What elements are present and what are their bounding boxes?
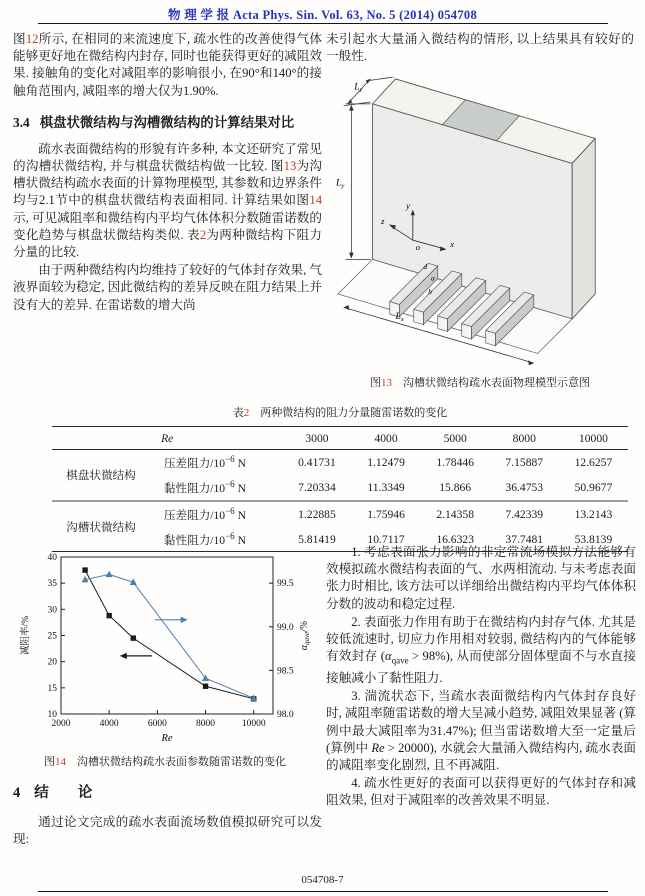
table-value-cell: 7.20334 [298, 480, 336, 494]
plot-frame [61, 557, 273, 714]
section-number: 4 [13, 785, 21, 801]
origin-label: o [415, 242, 420, 253]
table-row [52, 501, 628, 527]
table-value-cell: 7.42339 [490, 501, 559, 527]
text-run: 所示, 在相同的来流速度下, 疏水性的改善使得气体能够更好地在微结构内封存, 同时也能获得更好的减阻效果. 接触角的变化对减阻率的影响很小, 在90°和140°的接触角范围内, 减阻率的增大仅为1.90%. [13, 32, 322, 98]
text-run: −6 [225, 454, 235, 464]
y-right-axis-label: $\alpha_{qave}/\%$ [299, 620, 311, 651]
y-right-tick-label: 99.0 [277, 622, 294, 633]
table-row [52, 450, 628, 475]
y-left-tick-label: 25 [47, 631, 57, 642]
table-header-cell: 4000 [352, 427, 421, 450]
table-value-cell: 0.41731 [298, 455, 336, 469]
text-run: 14 [309, 193, 322, 208]
table-value-cell: 50.9677 [574, 480, 613, 494]
y-left-tick-label: 30 [47, 605, 57, 616]
table-value-cell: 2.14358 [421, 501, 490, 527]
table-header-cell: 8000 [490, 427, 559, 450]
text-run: 表 [232, 407, 244, 419]
paragraph [326, 31, 634, 65]
x-tick-label: 4000 [99, 719, 119, 729]
section-3-4-heading [13, 113, 322, 132]
text-run: qave [391, 655, 409, 666]
wall-right-face [572, 139, 595, 319]
dim-h-label: h [428, 287, 433, 297]
section-number: 3.4 [13, 114, 30, 130]
table-value-cell: 11.3349 [367, 480, 405, 494]
y-left-axis-label: 减阻率/% [21, 615, 31, 656]
finding-4 [326, 775, 636, 809]
x-axis-label: Re [161, 733, 173, 744]
finding-1 [326, 544, 636, 613]
y-left-tick-label: 15 [47, 683, 57, 694]
text-run: 14 [55, 756, 66, 768]
table-value-cell: 53.8139 [574, 532, 613, 546]
right-column-lower [326, 544, 636, 810]
y-right-tick-label: 98.0 [277, 710, 294, 720]
figure-14-caption [15, 755, 315, 769]
table-header-re: Re [52, 427, 282, 450]
text-run: 示, 可见减阻率和微结构内平均气体体积分数随雷诺数的变化趋势与棋盘状微结构类似. 表 [13, 210, 322, 242]
text-run: > 98%), 从而使部分固体壁面不与水直接接触减小了黏性阻力. [326, 649, 636, 685]
table-group-label: 棋盘状微结构 [66, 468, 136, 482]
table-2-block [52, 404, 628, 552]
text-run: N [234, 533, 246, 547]
text-run: 由于两种微结构内均维持了较好的气体封存效果, 气液界面较为稳定, 因此微结构的差异反映在阻力结果上并没有大的差异. 在雷诺数的增大尚 [13, 263, 322, 312]
text-run: 12 [25, 32, 39, 46]
table-header-cell: 3000 [282, 427, 351, 450]
table-value-cell: 5.81419 [298, 532, 336, 546]
x-tick-label: 8000 [196, 719, 216, 729]
figure-14 [15, 549, 315, 769]
x-tick-label: 10000 [241, 719, 266, 729]
table-value-cell: 1.75946 [352, 501, 421, 527]
y-left-tick-label: 10 [47, 710, 57, 720]
text-run: 1. 考虑表面张力影响的非定常流场模拟方法能够有效模拟疏水微结构表面的气、水两相流动. 与未考虑表面张力时相比, 该方法可以详细给出微结构内平均气体体积分数的波动和稳定过程. [326, 545, 636, 611]
y-left-tick-label: 40 [47, 553, 57, 563]
text-run: −6 [225, 478, 235, 489]
table-value-cell: 1.22885 [282, 501, 351, 527]
y-right-tick-label: 98.5 [277, 666, 294, 677]
y-left-tick-label: 35 [47, 579, 57, 590]
text-run: N [234, 456, 246, 470]
table-group-label: 沟槽状微结构 [52, 501, 150, 552]
marker-square [82, 567, 87, 572]
text-run: 两种微结构的阻力分量随雷诺数的变化 [249, 407, 448, 419]
figure-13 [326, 77, 634, 389]
table-header-cell: 10000 [559, 427, 628, 450]
table-value-cell: 12.6257 [574, 455, 613, 469]
dim-d-label: d [423, 262, 428, 272]
table-measure-label [150, 450, 282, 475]
page-number: 054708-7 [301, 874, 344, 886]
label-Lx: $L_x$ [395, 311, 404, 324]
marker-square [131, 635, 136, 640]
text-run: N [234, 508, 246, 522]
text-run: 未引起水大量涌入微结构的情形, 以上结果具有较好的一般性. [326, 32, 634, 64]
y-right-tick-label: 99.5 [277, 579, 294, 590]
text-run: 2 [199, 227, 207, 242]
label-Lz: $L_z$ [354, 81, 363, 94]
annotation-arrowhead [120, 653, 127, 659]
series-line [85, 570, 254, 699]
text-run: 2. 表面张力作用有助于在微结构内封存气体. 尤其是较低流速时, 切应力作用相对较弱, 微结构内的气体能够有效封存 ( [326, 614, 636, 664]
fig14-chart [15, 549, 315, 745]
text-run: N [234, 481, 246, 495]
section-title: 结 论 [34, 785, 93, 801]
table-value-cell: 1.12479 [367, 455, 405, 469]
figure-13-caption [326, 376, 634, 390]
section-4-heading [13, 785, 322, 802]
text-run: α [385, 649, 392, 664]
x-tick-label: 6000 [147, 719, 167, 729]
paragraph [13, 31, 322, 100]
text-run: Re [371, 740, 385, 755]
finding-3 [326, 688, 636, 774]
text-run: 沟槽状微结构疏水表面参数随雷诺数的变化 [66, 756, 286, 768]
text-run: 为沟槽状微结构疏水表面的计算物理模型, 其参数和边界条件均与2.1节中的棋盘状微结构表面相同. 计算结果如图 [13, 159, 322, 208]
label-Ly: $L_y$ [336, 177, 345, 190]
text-run: 13 [283, 159, 297, 174]
text-run: 为两种微结构下阻力分量的比较. [13, 227, 322, 260]
footer-rule [38, 891, 608, 892]
table-value-cell: 1.78446 [436, 455, 474, 469]
text-run: 压差阻力/10 [163, 508, 226, 522]
finding-2 [326, 614, 636, 687]
table-2-caption [52, 404, 628, 420]
text-run: 4. 疏水性更好的表面可以获得更好的气体封存和减阻效果, 但对于减阻率的改善效果不明显. [326, 776, 636, 808]
text-run: 黏性阻力/10 [163, 481, 226, 495]
text-run: 13 [381, 376, 392, 389]
right-column-upper [326, 31, 634, 390]
table-value-cell: 10.7117 [367, 532, 405, 546]
text-run: 图 [370, 376, 381, 389]
dim-a-label: a [431, 273, 435, 283]
text-run: 3. 湍流状态下, 当疏水表面微结构内气体封存良好时, 减阻率随雷诺数的增大呈减小趋势, 减阻效果显著 (算例中最大减阻率为31.47%); 但当雷诺数增大至一定量后 (算例中 [326, 689, 636, 755]
paragraph [13, 814, 322, 848]
text-run: 图 [13, 32, 26, 46]
left-column-upper [13, 31, 322, 314]
table-head [52, 427, 628, 450]
text-run: 疏水表面微结构的形貌有许多种, 本文还研究了常见的沟槽状微结构, 并与棋盘状微结构做一比较. 图 [13, 141, 322, 174]
table-value-cell: 13.2143 [559, 501, 628, 527]
text-run: 图 [44, 756, 55, 768]
journal-header: 物 理 学 报 Acta Phys. Sin. Vol. 63, No. 5 (2014) 054708 [167, 8, 478, 22]
axis-y-label: y [406, 200, 410, 211]
header-rule [38, 23, 608, 24]
conclusion-section [13, 785, 322, 849]
text-run: −6 [225, 505, 235, 516]
text-run: 2 [243, 407, 250, 419]
dimension-Ly [346, 104, 371, 260]
x-tick-label: 2000 [51, 719, 71, 729]
paragraph [13, 141, 322, 261]
marker-square [106, 613, 111, 618]
table-value-cell: 37.7481 [505, 532, 544, 546]
series-line [85, 574, 254, 698]
text-run: 通过论文完成的疏水表面流场数值模拟研究可以发现: [13, 815, 322, 847]
text-run: −6 [225, 530, 235, 541]
axis-x-label: x [450, 239, 455, 250]
table-value-cell: 36.4753 [505, 480, 544, 494]
annotation-arrowhead [181, 617, 188, 623]
table-value-cell: 16.6323 [436, 532, 474, 546]
table-value-cell: 15.866 [439, 480, 472, 494]
table-value-cell: 7.15887 [505, 455, 544, 469]
paragraph [13, 262, 322, 314]
text-run: 压差阻力/10 [163, 456, 226, 470]
y-left-tick-label: 20 [47, 657, 57, 668]
groove-model-diagram [326, 77, 634, 365]
marker-square [203, 684, 208, 689]
table-body [52, 450, 628, 552]
results-table [52, 426, 628, 552]
table-measure-label [150, 475, 282, 501]
section-title: 棋盘状微结构与沟槽微结构的计算结果对比 [39, 114, 295, 130]
text-run: 沟槽状微结构疏水表面物理模型示意图 [392, 376, 590, 389]
table-header-cell: 5000 [421, 427, 490, 450]
text-run: 黏性阻力/10 [163, 533, 226, 547]
table-measure-label [150, 501, 282, 527]
text-run: > 20000), 水就会大量涌入微结构内, 疏水表面的减阻率变化剧烈, 且不再减阻. [326, 740, 637, 772]
marker-triangle [106, 571, 113, 578]
axis-z-label: z [381, 216, 385, 227]
